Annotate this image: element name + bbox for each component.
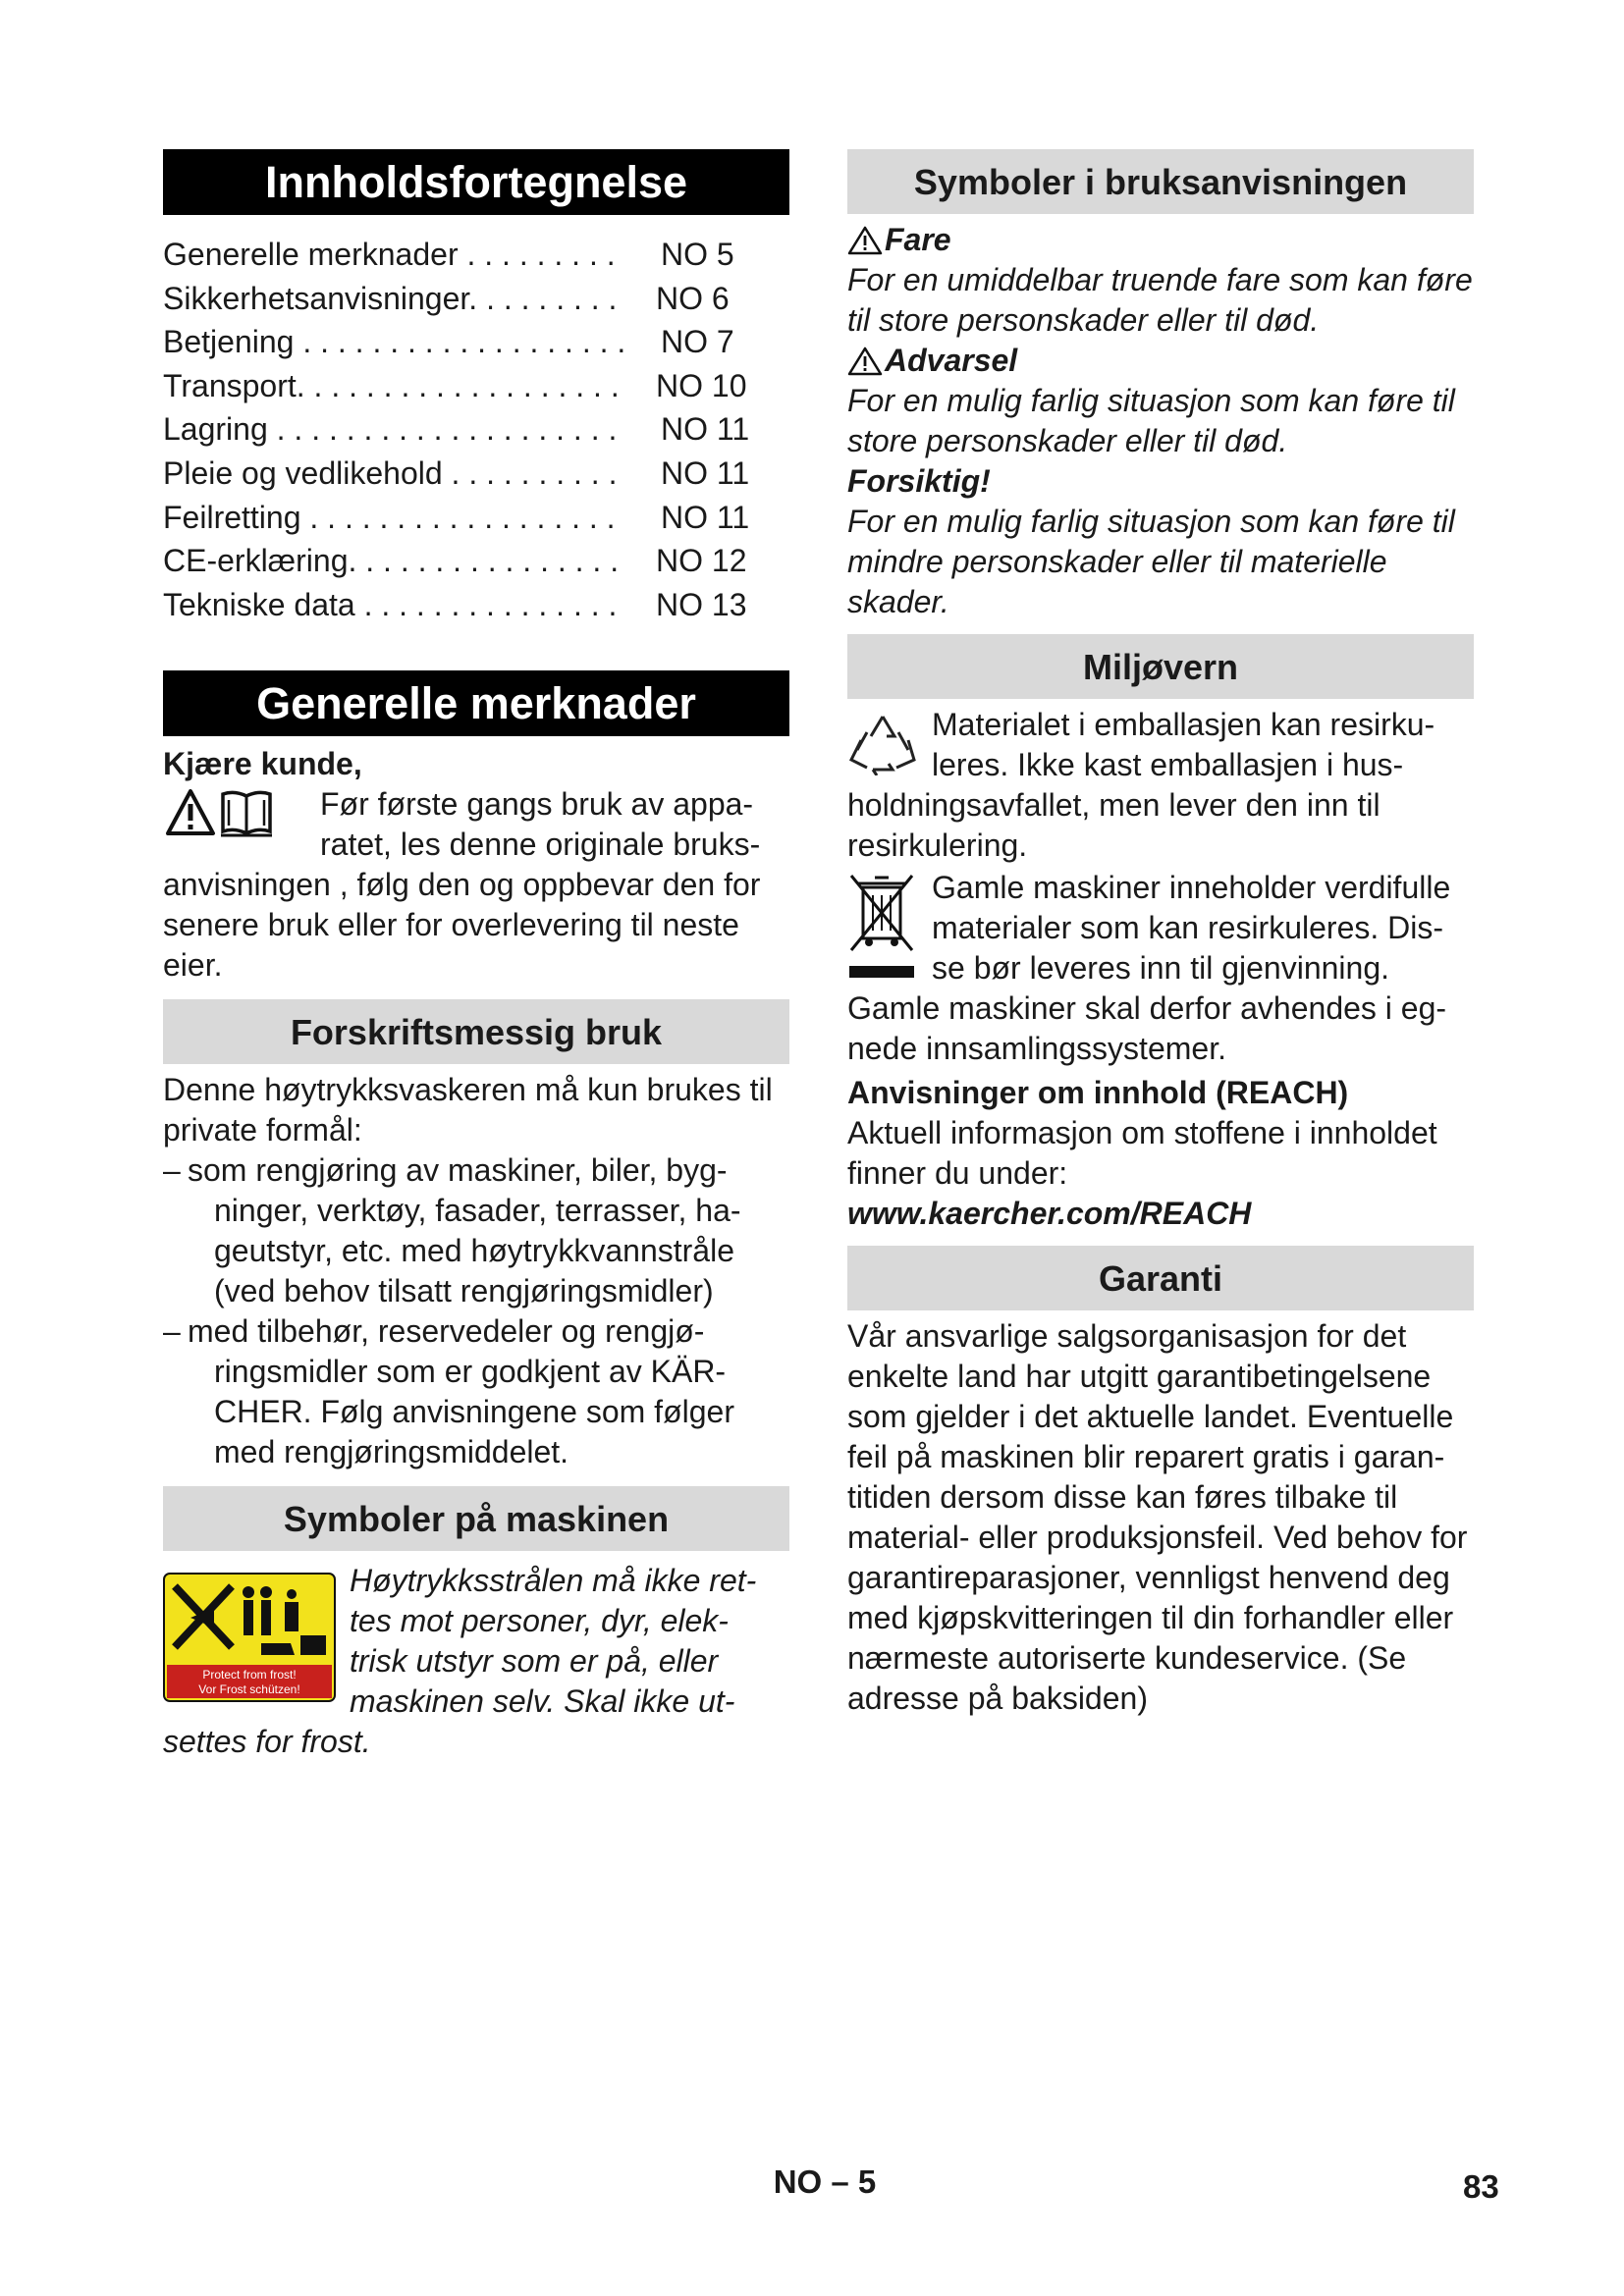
recycle-line-1: Materialet i emballasjen kan resirku-	[932, 707, 1435, 742]
danger-text: For en umiddelbar truende fare som kan føre til store personskader eller til død.	[847, 262, 1473, 338]
toc-entry[interactable]: Feilretting . . . . . . . . . . . . . . . . . . NO 11	[163, 499, 750, 535]
warning-heading: Advarsel	[847, 341, 1474, 381]
toc-entry[interactable]: Lagring . . . . . . . . . . . . . . . . . . . . NO 11	[163, 411, 750, 448]
page-number: 83	[1463, 2168, 1499, 2205]
notice-line-2: ratet, les denne originale bruks-	[320, 827, 761, 863]
weee-line-2: materialer som kan resirkuleres. Dis-	[932, 910, 1444, 945]
notice-text: anvisningen , følg den og oppbevar den for senere bruk eller for overlevering til neste eier.	[163, 867, 761, 984]
list-item: – med tilbehør, reservedeler og rengjø-ringsmidler som er godkjent av KÄR-CHER. Følg anvisningene som følger med rengjøringsmiddelet.	[163, 1313, 734, 1470]
greeting: Kjære kunde,	[163, 746, 362, 782]
recycle-line-2: leres. Ikke kast emballasjen i hus-	[932, 747, 1404, 782]
reach-link[interactable]: www.kaercher.com/REACH	[847, 1196, 1252, 1231]
machine-symbol-notice	[163, 1561, 789, 1722]
crossed-bin-icon	[847, 872, 916, 990]
weee-line-1: Gamle maskiner inneholder verdifulle	[932, 870, 1451, 905]
toc-entry[interactable]: CE-erklæring. . . . . . . . . . . . . . . . NO 12	[163, 543, 747, 579]
left-column	[163, 149, 789, 1762]
danger-heading: Fare	[847, 220, 1474, 260]
weee-text: Gamle maskiner skal derfor avhendes i eg-nede innsamlingssystemer.	[847, 990, 1447, 1066]
manual-notice	[163, 784, 789, 865]
intended-use-intro: Denne høytrykksvaskeren må kun brukes til private formål:	[163, 1072, 773, 1148]
table-of-contents	[163, 233, 789, 626]
notice-line-1: Før første gangs bruk av appa-	[320, 786, 754, 823]
recycle-text: holdningsavfallet, men lever den inn til resirkulering.	[847, 787, 1380, 863]
machine-symbols-heading: Symboler på maskinen	[163, 1486, 789, 1551]
weee-line-3: se bør leveres inn til gjenvinning.	[932, 950, 1390, 986]
list-item: – som rengjøring av maskiner, biler, byg-ninger, verktøy, fasader, terrasser, ha-geutstyr, etc. med høytrykkvannstråle (ved behov tilsatt rengjøringsmidler)	[163, 1152, 741, 1309]
toc-entry[interactable]: Generelle merknader . . . . . . . . . NO 5	[163, 237, 734, 272]
caution-text: For en mulig farlig situasjon som kan føre til mindre personskader eller til materielle skader.	[847, 504, 1455, 619]
toc-entry[interactable]: Tekniske data . . . . . . . . . . . . . . . NO 13	[163, 586, 747, 622]
warning-triangle-icon	[165, 788, 216, 842]
weee-notice	[847, 868, 1474, 988]
svg-text:Protect from frost!: Protect from frost!	[202, 1668, 297, 1682]
no-spray-label-icon	[163, 1573, 336, 1707]
reach-heading: Anvisninger om innhold (REACH)	[847, 1075, 1349, 1110]
warning-text: For en mulig farlig situasjon som kan føre til store personskader eller til død.	[847, 383, 1455, 458]
manual-symbols-heading: Symboler i bruksanvisningen	[847, 149, 1474, 214]
toc-entry[interactable]: Betjening . . . . . . . . . . . . . . . . . . . NO 7	[163, 324, 734, 360]
intended-use-list	[163, 1150, 789, 1472]
read-manual-icon	[219, 786, 274, 844]
intended-use-heading: Forskriftsmessig bruk	[163, 999, 789, 1064]
section-page-number: NO – 5	[773, 2163, 877, 2200]
general-heading: Generelle merknader	[163, 670, 789, 736]
symbol-text-line-2: tes mot personer, dyr, elek-	[350, 1603, 729, 1639]
warranty-heading: Garanti	[847, 1246, 1474, 1310]
reach-text: Aktuell informasjon om stoffene i innholdet finner du under:	[847, 1115, 1437, 1191]
toc-entry[interactable]: Transport. . . . . . . . . . . . . . . . . . . NO 10	[163, 367, 747, 403]
warranty-text: Vår ansvarlige salgsorganisasjon for det enkelte land har utgitt garantibetingelsene som gjelder i det aktuelle landet. Eventuelle feil på maskinen blir reparert gratis i garan-titiden dersom disse kan føres tilbake til material- eller produksjonsfeil. Ved behov for garantireparasjoner, vennligst henvend deg med kjøpskvitteringen til din forhandler eller nærmeste autoriserte kundeservice. (Se adresse på baksiden)	[847, 1318, 1468, 1716]
symbol-text-tail: settes for frost.	[163, 1724, 371, 1760]
symbol-text-line-3: trisk utstyr som er på, eller	[350, 1643, 719, 1680]
recycle-icon	[847, 711, 918, 780]
toc-entry[interactable]: Sikkerhetsanvisninger. . . . . . . . . NO 6	[163, 280, 730, 316]
right-column	[847, 149, 1474, 1719]
symbol-text-line-1: Høytrykksstrålen må ikke ret-	[350, 1563, 757, 1599]
warning-triangle-icon	[847, 346, 883, 377]
recycle-notice	[847, 705, 1474, 785]
svg-text:Vor Frost schützen!: Vor Frost schützen!	[198, 1682, 300, 1697]
toc-entry[interactable]: Pleie og vedlikehold . . . . . . . . . . NO 11	[163, 454, 750, 491]
symbol-text-line-4: maskinen selv. Skal ikke ut-	[350, 1683, 735, 1720]
caution-heading: Forsiktig!	[847, 463, 991, 499]
environment-heading: Miljøvern	[847, 634, 1474, 699]
toc-heading: Innholdsfortegnelse	[163, 149, 789, 215]
danger-triangle-icon	[847, 225, 883, 256]
